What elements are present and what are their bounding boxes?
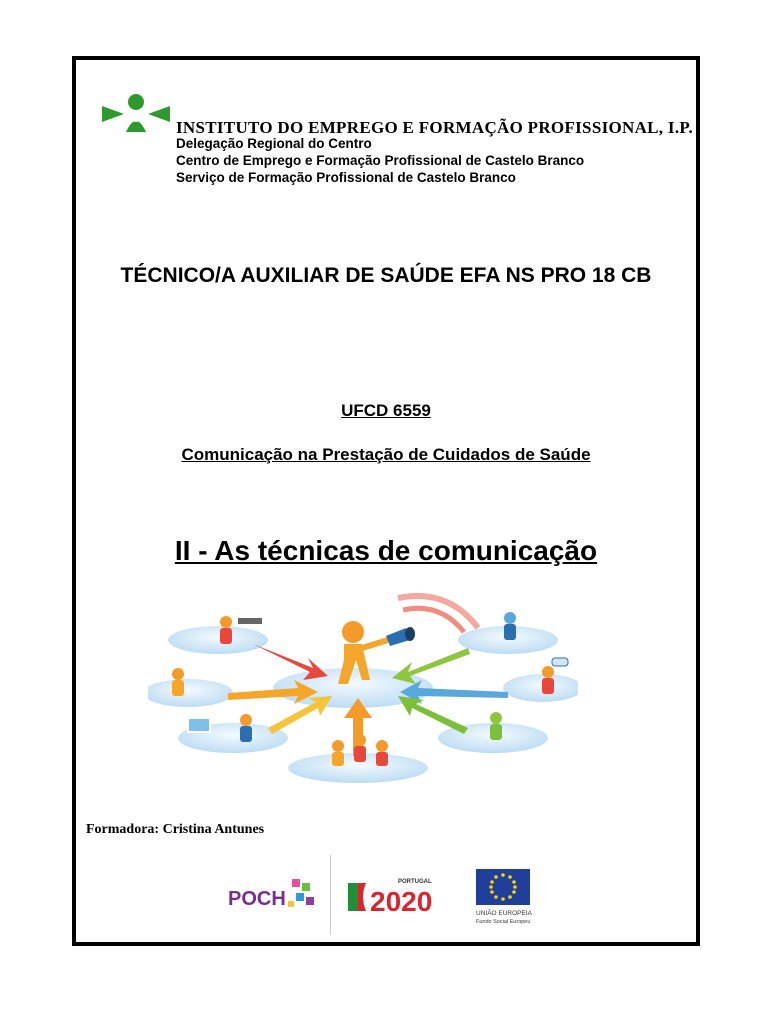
module-name: Comunicação na Prestação de Cuidados de Saúde xyxy=(181,445,591,464)
document-title: II - As técnicas de comunicação xyxy=(174,535,598,566)
trainer-name: Formadora: Cristina Antunes xyxy=(86,822,265,837)
eu-logo xyxy=(470,863,560,929)
poch-logo xyxy=(226,873,322,917)
iefp-logo xyxy=(98,92,174,138)
eu-label: UNIÃO EUROPEIA xyxy=(476,910,532,917)
institution-delegation: Delegação Regional do Centro xyxy=(176,136,372,151)
funding-logos xyxy=(226,855,566,935)
document-cover xyxy=(72,56,700,946)
logo-divider xyxy=(330,855,331,935)
portugal-label: PORTUGAL xyxy=(398,879,432,885)
esf-label: Fundo Social Europeu xyxy=(476,919,531,925)
year-2020: 2020 xyxy=(370,886,433,917)
module-code: UFCD 6559 xyxy=(341,401,431,420)
poch-wordmark: POCH xyxy=(228,888,286,910)
course-title: TÉCNICO/A AUXILIAR DE SAÚDE EFA NS PRO 18 CB xyxy=(120,264,652,287)
institution-center: Centro de Emprego e Formação Profissional de Castelo Branco xyxy=(176,153,585,168)
communication-illustration xyxy=(148,588,578,786)
institution-service: Serviço de Formação Profissional de Castelo Branco xyxy=(176,170,516,185)
portugal2020-logo xyxy=(344,871,456,921)
institution-name: INSTITUTO DO EMPREGO E FORMAÇÃO PROFISSIONAL, I.P. xyxy=(176,118,694,137)
